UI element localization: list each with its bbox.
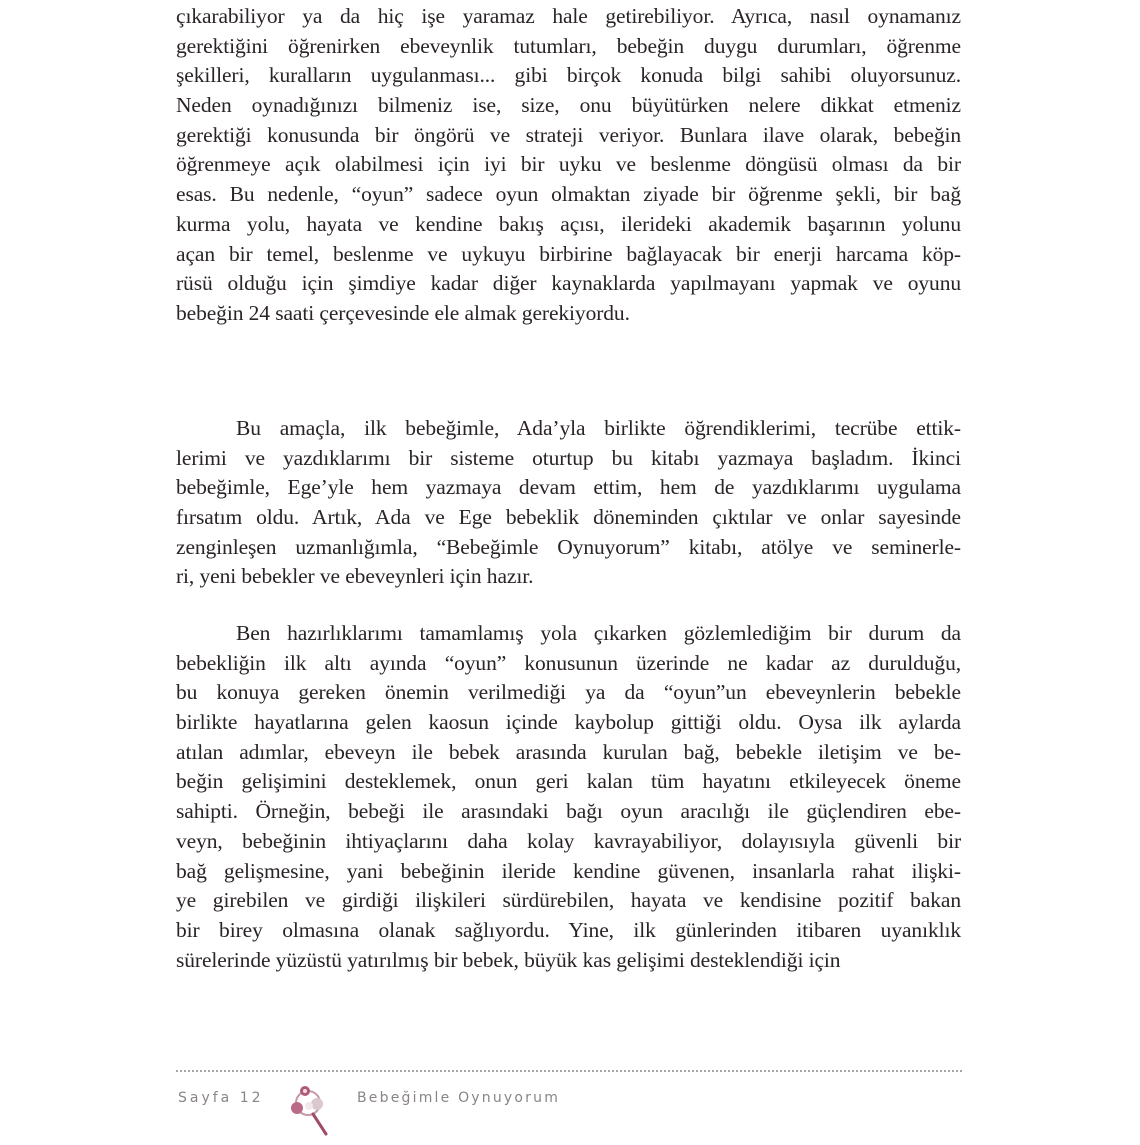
text-line: açan bir temel, beslenme ve uykuyu birbirine bağlayacak bir enerji harcama köp- — [176, 241, 961, 266]
text-line: gerektiği konusunda bir öngörü ve strateji veriyor. Bunlara ilave olarak, bebeğin — [176, 122, 961, 147]
text-line: sürelerinde yüzüstü yatırılmış bir bebek, büyük kas gelişimi desteklendiği için — [176, 947, 841, 972]
page-number-label: Sayfa 12 — [178, 1090, 264, 1106]
running-book-title: Bebeğimle Oynuyorum — [357, 1090, 561, 1106]
text-line: bebeğimle, Ege’yle hem yazmaya devam ettim, hem de yazdıklarımı uygulama — [176, 475, 961, 500]
paragraph-2 — [176, 414, 961, 592]
text-line: Bu amaçla, ilk bebeğimle, Ada’yla birlikte öğrendiklerimi, tecrübe ettik- — [236, 416, 961, 440]
footer-divider — [176, 1070, 962, 1072]
text-line: bir birey olmasına olanak sağlıyordu. Yine, ilk günlerinden itibaren uyanıklık — [176, 917, 961, 942]
text-line: bu konuya gereken önemin verilmediği ya da “oyun”un ebeveynlerin bebekle — [176, 680, 961, 705]
text-line: bebekliğin ilk altı ayında “oyun” konusunun üzerinde ne kadar az durulduğu, — [176, 650, 961, 675]
text-line: ri, yeni bebekler ve ebeveynleri için hazır. — [176, 564, 534, 589]
text-line: gerektiğini öğrenirken ebeveynlik tutumları, bebeğin duygu durumları, öğrenme — [176, 33, 961, 58]
text-line: atılan adımlar, ebeveyn ile bebek arasında kurulan bağ, bebekle iletişim ve be- — [176, 739, 961, 764]
rattle-icon — [280, 1082, 340, 1140]
paragraph-1 — [176, 2, 961, 329]
text-line: şekilleri, kuralların uygulanması... gibi birçok konuda bilgi sahibi oluyorsunuz. — [176, 63, 961, 88]
paragraph-3 — [176, 619, 961, 975]
text-line: veyn, bebeğinin ihtiyaçlarını daha kolay kavrayabiliyor, dolayısıyla güvenli bir — [176, 828, 961, 853]
text-line: bağ gelişmesine, yani bebeğinin ileride kendine güvenen, insanlarla rahat ilişki- — [176, 858, 961, 883]
text-line: lerimi ve yazdıklarımı bir sisteme oturtup bu kitabı yazmaya başladım. İkinci — [176, 445, 961, 470]
text-line: Ben hazırlıklarımı tamamlamış yola çıkarken gözlemlediğim bir durum da — [236, 621, 961, 645]
text-line: esas. Bu nedenle, “oyun” sadece oyun olmaktan ziyade bir öğrenme şekli, bir bağ — [176, 182, 961, 207]
text-line: fırsatım oldu. Artık, Ada ve Ege bebeklik döneminden çıktılar ve onlar sayesinde — [176, 505, 961, 530]
text-line: birlikte hayatlarına gelen kaosun içinde kaybolup gittiği oldu. Oysa ilk aylarda — [176, 710, 961, 735]
text-line: zenginleşen uzmanlığımla, “Bebeğimle Oynuyorum” kitabı, atölye ve seminerle- — [176, 534, 961, 559]
text-line: Neden oynadığınızı bilmeniz ise, size, onu büyütürken nelere dikkat etmeniz — [176, 93, 961, 118]
text-line: çıkarabiliyor ya da hiç işe yaramaz hale getirebiliyor. Ayrıca, nasıl oynamanız — [176, 4, 961, 28]
text-line: ye girebilen ve girdiği ilişkileri sürdürebilen, hayata ve kendisine pozitif bakan — [176, 888, 961, 913]
text-line: rüsü olduğu için şimdiye kadar diğer kaynaklarda yapılmayanı yapmak ve oyunu — [176, 271, 961, 296]
text-line: bebeğin 24 saati çerçevesinde ele almak gerekiyordu. — [176, 300, 630, 325]
text-line: sahipti. Örneğin, bebeği ile arasındaki bağı oyun aracılığı ile güçlendiren ebe- — [176, 799, 961, 824]
text-line: kurma yolu, hayata ve kendine bakış açısı, ilerideki akademik başarının yolunu — [176, 211, 961, 236]
text-line: beğin gelişimini desteklemek, onun geri kalan tüm hayatını etkileyecek öneme — [176, 769, 961, 794]
text-line: öğrenmeye açık olabilmesi için iyi bir uyku ve beslenme döngüsü olması da bir — [176, 152, 961, 177]
